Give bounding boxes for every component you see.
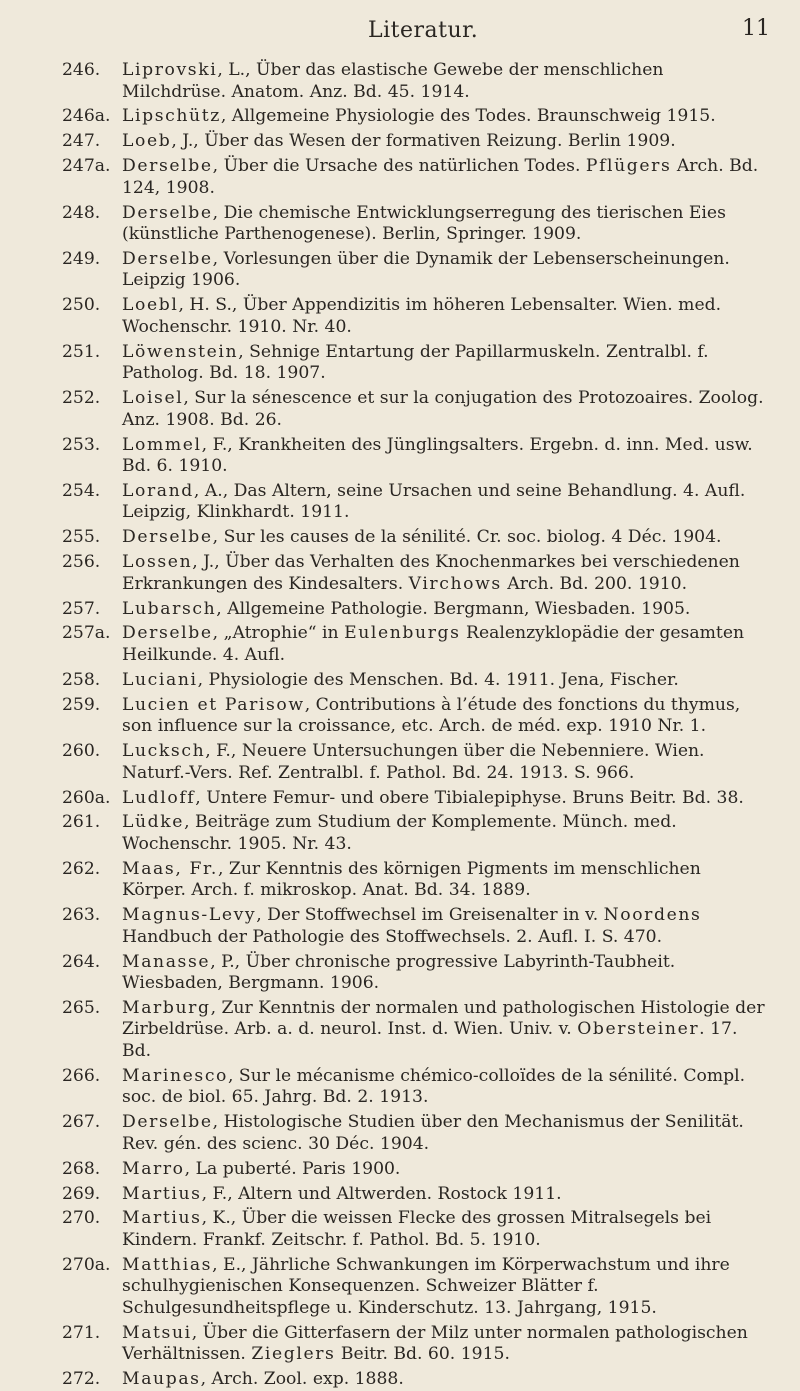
entry-number: 270a. xyxy=(62,1254,111,1275)
bibliography-entry xyxy=(62,203,770,246)
entry-citation: , Über die Ursache des natürlichen Todes. xyxy=(212,156,586,177)
entry-citation: , P., Über chronische progressive Labyrinth-Taubheit. Wiesbaden, Bergmann. 1906. xyxy=(122,951,676,994)
entry-number: 265. xyxy=(62,997,101,1018)
bibliography-entry xyxy=(62,952,770,995)
entry-citation: , F., Krankheiten des Jünglingsalters. Ergebn. d. inn. Med. usw. Bd. 6. 1910. xyxy=(122,434,753,477)
entry-citation: , Sur le mécanisme chémico-colloïdes de la sénilité. Compl. soc. de biol. 65. Jahrg. Bd. 2. 1913. xyxy=(122,1065,746,1108)
entry-citation: , Die chemische Entwicklungserregung des tierischen Eies (künstliche Parthenogenese). Berlin, Springer. 1909. xyxy=(122,202,726,245)
bibliography-entry xyxy=(62,342,770,385)
entry-citation-tail: Arch. Bd. 124, 1908. xyxy=(122,156,759,198)
bibliography-entry xyxy=(62,1159,770,1181)
entry-citation: , Untere Femur- und obere Tibialepiphyse. Bruns Beitr. Bd. 38. xyxy=(195,787,744,808)
entry-text xyxy=(122,435,770,478)
entry-text xyxy=(122,1369,770,1391)
entry-spaced-name: Pflügers xyxy=(585,156,672,177)
entry-citation: , A., Das Altern, seine Ursachen und seine Behandlung. 4. Aufl. Leipzig, Klinkhardt. 1911. xyxy=(122,480,746,523)
entry-number: 260a. xyxy=(62,787,111,808)
entry-text xyxy=(122,599,770,621)
bibliography-entry xyxy=(62,1369,770,1391)
entry-author: Lucksch xyxy=(122,741,206,762)
entry-text xyxy=(122,952,770,995)
page-header xyxy=(0,8,800,48)
bibliography-entry xyxy=(62,1066,770,1109)
entry-citation: , Über die Gitterfasern der Milz unter normalen pathologischen Verhältnissen. xyxy=(122,1322,748,1365)
bibliography-entry xyxy=(62,552,770,595)
entry-author: Loeb xyxy=(122,131,172,152)
entry-author: Derselbe xyxy=(122,623,213,644)
bibliography-entry xyxy=(62,131,770,153)
entry-author: Löwenstein xyxy=(122,341,239,362)
entry-author: Matthias xyxy=(122,1254,213,1275)
page-number: 11 xyxy=(742,16,770,41)
entry-number: 261. xyxy=(62,812,101,833)
entry-text xyxy=(122,1112,770,1155)
entry-author: Lubarsch xyxy=(122,598,217,619)
entry-text xyxy=(122,1323,770,1366)
entry-text xyxy=(122,131,770,153)
entry-text xyxy=(122,481,770,524)
entry-number: 247a. xyxy=(62,156,111,177)
bibliography-entry xyxy=(62,249,770,292)
bibliography-entry xyxy=(62,156,770,199)
entry-text xyxy=(122,998,770,1063)
entry-citation: , Sehnige Entartung der Papillarmuskeln. Zentralbl. f. Patholog. Bd. 18. 1907. xyxy=(122,341,709,384)
entry-number: 246a. xyxy=(62,106,111,127)
entry-number: 258. xyxy=(62,669,101,690)
entry-author: Derselbe xyxy=(122,1112,213,1133)
entry-author: Luciani xyxy=(122,669,198,690)
entry-number: 263. xyxy=(62,905,101,926)
entry-citation: , J., Über das Verhalten des Knochenmarkes bei verschiedenen Erkrankungen des Kindesalters. xyxy=(122,552,740,594)
bibliography-entry xyxy=(62,998,770,1063)
entry-citation: , F., Altern und Altwerden. Rostock 1911. xyxy=(201,1183,562,1204)
bibliography-entry xyxy=(62,1208,770,1251)
entry-author: Marinesco xyxy=(122,1065,228,1086)
entry-citation: , Allgemeine Physiologie des Todes. Braunschweig 1915. xyxy=(220,106,716,127)
entry-text xyxy=(122,1255,770,1320)
entry-author: Manasse xyxy=(122,951,211,972)
bibliography-entry xyxy=(62,812,770,855)
entry-citation-tail: . 17. Bd. xyxy=(122,1019,738,1061)
entry-text xyxy=(122,859,770,902)
bibliography-entry xyxy=(62,60,770,103)
bibliography-entry xyxy=(62,599,770,621)
entry-author: Derselbe xyxy=(122,156,213,177)
entry-author: Derselbe xyxy=(122,527,213,548)
bibliography-entry xyxy=(62,1255,770,1320)
entry-text xyxy=(122,670,770,692)
entry-text xyxy=(122,695,770,738)
entry-number: 257. xyxy=(62,598,101,619)
entry-number: 252. xyxy=(62,388,101,409)
entry-citation-tail: Beitr. Bd. 60. 1915. xyxy=(335,1344,510,1365)
entry-number: 268. xyxy=(62,1158,101,1179)
entry-citation-tail: Realenzyklopädie der gesamten Heilkunde. 4. Aufl. xyxy=(122,623,745,665)
entry-author: Lipschütz xyxy=(122,106,221,127)
entry-citation-tail: Arch. Bd. 200. 1910. xyxy=(501,573,688,594)
entry-author: Lorand xyxy=(122,480,194,501)
entry-number: 262. xyxy=(62,858,101,879)
entry-citation: , H. S., Über Appendizitis im höheren Lebensalter. Wien. med. Wochenschr. 1910. Nr. 40. xyxy=(122,295,722,337)
entry-number: 264. xyxy=(62,951,101,972)
entry-text xyxy=(122,203,770,246)
entry-spaced-name: Zieglers xyxy=(251,1344,336,1365)
entry-text xyxy=(122,552,770,595)
entry-author: Lucien et Parisow xyxy=(122,694,305,715)
entry-text xyxy=(122,388,770,431)
entry-number: 255. xyxy=(62,527,101,548)
entry-number: 272. xyxy=(62,1369,101,1390)
bibliography-entry xyxy=(62,1112,770,1155)
entry-citation: , F., Neuere Untersuchungen über die Nebenniere. Wien. Naturf.-Vers. Ref. Zentralbl. f. Pathol. Bd. 24. 1913. S. 966. xyxy=(122,741,705,783)
entry-citation: , K., Über die weissen Flecke des grossen Mitralsegels bei Kindern. Frankf. Zeitschr. f. Pathol. Bd. 5. 1910. xyxy=(122,1208,712,1250)
bibliography-entry xyxy=(62,295,770,338)
bibliography-entry xyxy=(62,695,770,738)
entry-author: Derselbe xyxy=(122,248,213,269)
entry-text xyxy=(122,1159,770,1181)
entry-citation: , Sur la sénescence et sur la conjugation des Protozoaires. Zoolog. Anz. 1908. Bd. 26. xyxy=(122,388,764,430)
entry-author: Lüdke xyxy=(122,812,185,833)
entry-spaced-name: Eulenburgs xyxy=(344,623,461,644)
entry-citation: , Physiologie des Menschen. Bd. 4. 1911. Jena, Fischer. xyxy=(197,669,679,690)
entry-number: 250. xyxy=(62,295,101,316)
bibliography-entry xyxy=(62,788,770,810)
entry-spaced-name: Noordens xyxy=(603,905,702,926)
entry-text xyxy=(122,106,770,128)
entry-author: Martius xyxy=(122,1208,202,1229)
entry-author: Liprovski xyxy=(122,60,218,80)
bibliography-entry xyxy=(62,859,770,902)
entry-number: 269. xyxy=(62,1183,101,1204)
entry-author: Maupas xyxy=(122,1369,201,1390)
entry-spaced-name: Virchows xyxy=(408,573,502,594)
entry-citation: , „Atrophie“ in xyxy=(212,623,345,644)
entry-number: 251. xyxy=(62,341,101,362)
entry-number: 257a. xyxy=(62,623,111,644)
bibliography-list xyxy=(62,60,770,1391)
entry-author: Marburg xyxy=(122,997,211,1018)
entry-number: 271. xyxy=(62,1322,101,1343)
entry-spaced-name: Obersteiner xyxy=(577,1019,700,1040)
entry-citation-tail: Handbuch der Pathologie des Stoffwechsels. 2. Aufl. I. S. 470. xyxy=(122,926,663,947)
entry-text xyxy=(122,527,770,549)
entry-number: 249. xyxy=(62,248,101,269)
entry-citation: , La puberté. Paris 1900. xyxy=(184,1158,401,1179)
running-title: Literatur. xyxy=(368,18,479,43)
entry-number: 260. xyxy=(62,741,101,762)
entry-text xyxy=(122,1066,770,1109)
entry-number: 266. xyxy=(62,1065,101,1086)
entry-number: 254. xyxy=(62,480,101,501)
entry-citation: , Zur Kenntnis des körnigen Pigments im menschlichen Körper. Arch. f. mikroskop. Anat. Bd. 34. 1889. xyxy=(122,858,701,901)
entry-number: 256. xyxy=(62,552,101,573)
entry-author: Maas, Fr. xyxy=(122,858,218,879)
bibliography-entry xyxy=(62,670,770,692)
entry-number: 248. xyxy=(62,202,101,223)
bibliography-entry xyxy=(62,527,770,549)
entry-text xyxy=(122,295,770,338)
bibliography-entry xyxy=(62,905,770,948)
entry-citation: , Arch. Zool. exp. 1888. xyxy=(200,1369,404,1390)
entry-citation: , Der Stoffwechsel im Greisenalter in v. xyxy=(256,905,604,926)
entry-author: Magnus-Levy xyxy=(122,905,257,926)
entry-author: Loebl xyxy=(122,295,179,316)
entry-author: Derselbe xyxy=(122,202,213,223)
bibliography-entry xyxy=(62,1184,770,1206)
entry-author: Marro xyxy=(122,1158,185,1179)
entry-text xyxy=(122,623,770,666)
bibliography-entry xyxy=(62,388,770,431)
entry-text xyxy=(122,156,770,199)
entry-author: Loisel xyxy=(122,388,184,409)
entry-text xyxy=(122,741,770,784)
entry-citation: , Allgemeine Pathologie. Bergmann, Wiesbaden. 1905. xyxy=(216,598,691,619)
entry-text xyxy=(122,788,770,810)
entry-number: 267. xyxy=(62,1112,101,1133)
entry-number: 246. xyxy=(62,60,101,80)
entry-text xyxy=(122,1208,770,1251)
bibliography-entry xyxy=(62,741,770,784)
entry-text xyxy=(122,342,770,385)
entry-citation: , Sur les causes de la sénilité. Cr. soc. biolog. 4 Déc. 1904. xyxy=(212,527,722,548)
entry-citation: , Zur Kenntnis der normalen und pathologischen Histologie der Zirbeldrüse. Arb. a. d. neurol. Inst. d. Wien. Univ. v. xyxy=(122,997,765,1040)
bibliography-entry xyxy=(62,1323,770,1366)
entry-number: 259. xyxy=(62,694,101,715)
entry-author: Lossen xyxy=(122,552,193,573)
entry-citation: , E., Jährliche Schwankungen im Körperwachstum und ihre schulhygienischen Konsequenzen. Schweizer Blätter f. Schulgesundheitspflege u. Kinderschutz. 13. Jahrgang, 1915. xyxy=(122,1254,730,1318)
entry-author: Lommel xyxy=(122,434,202,455)
entry-text xyxy=(122,60,770,103)
entry-citation: , Histologische Studien über den Mechanismus der Senilität. Rev. gén. des scienc. 30 Déc. 1904. xyxy=(122,1112,744,1154)
entry-citation: , J., Über das Wesen der formativen Reizung. Berlin 1909. xyxy=(171,131,676,152)
entry-text xyxy=(122,905,770,948)
entry-author: Ludloff xyxy=(122,787,196,808)
entry-author: Matsui xyxy=(122,1322,192,1343)
entry-number: 247. xyxy=(62,131,101,152)
bibliography-entry xyxy=(62,106,770,128)
entry-citation: , Beiträge zum Studium der Komplemente. Münch. med. Wochenschr. 1905. Nr. 43. xyxy=(122,812,677,854)
entry-author: Martius xyxy=(122,1183,202,1204)
bibliography-entry xyxy=(62,435,770,478)
entry-citation: , Contributions à l’étude des fonctions du thymus, son influence sur la croissance, etc. Arch. de méd. exp. 1910 Nr. 1. xyxy=(122,694,741,737)
entry-number: 253. xyxy=(62,434,101,455)
entry-citation: , Vorlesungen über die Dynamik der Lebenserscheinungen. Leipzig 1906. xyxy=(122,248,730,291)
entry-text xyxy=(122,249,770,292)
entry-text xyxy=(122,812,770,855)
entry-citation: , L., Über das elastische Gewebe der menschlichen Milchdrüse. Anatom. Anz. Bd. 45. 1914. xyxy=(122,60,664,102)
entry-number: 270. xyxy=(62,1208,101,1229)
entry-text xyxy=(122,1184,770,1206)
bibliography-entry xyxy=(62,623,770,666)
bibliography-entry xyxy=(62,481,770,524)
